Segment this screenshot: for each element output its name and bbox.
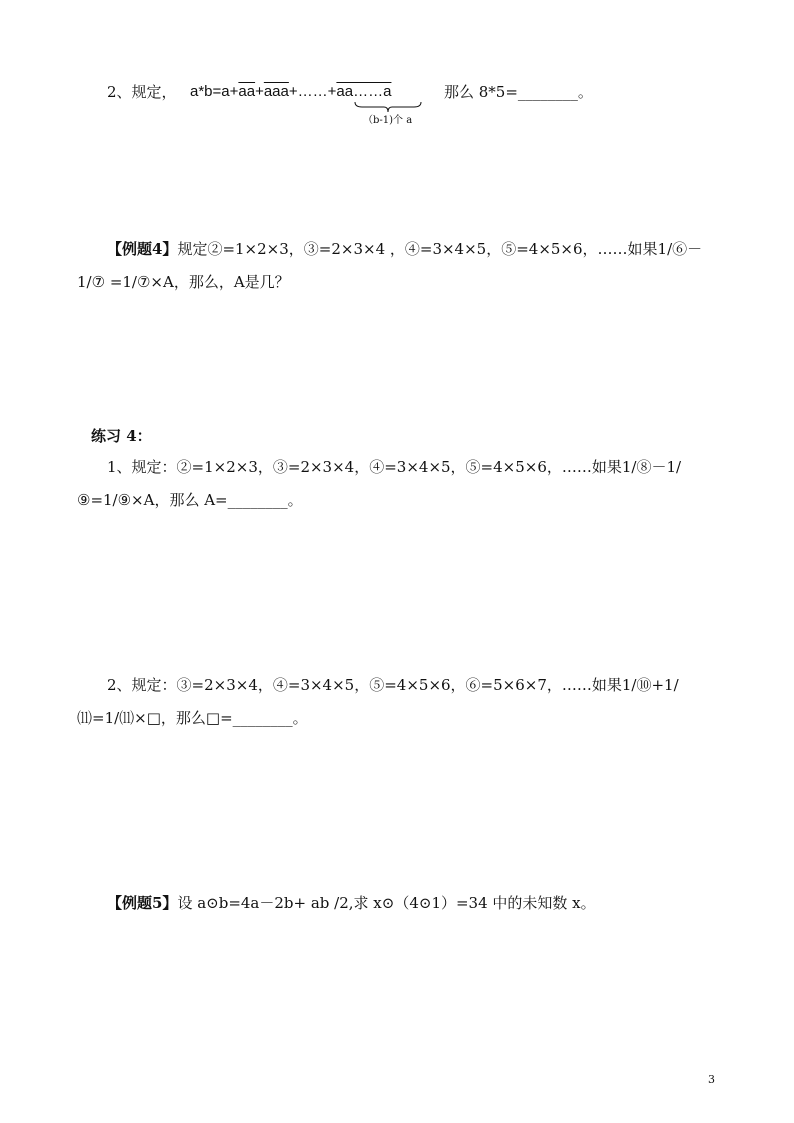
example5-line xyxy=(107,893,596,913)
formula-term-last: aa……a xyxy=(336,83,392,100)
formula-dots: +……+ xyxy=(288,83,337,100)
example4-line2: 1/⑦ =1/⑦×A，那么，A是几？ xyxy=(77,273,290,291)
practice3-item2-prefix: 2、规定， xyxy=(107,83,177,101)
exercise4-item1-line1: 1、规定：②=1×2×3，③=2×3×4，④=3×4×5，⑤=4×5×6，……如果1/⑧－1/ xyxy=(107,458,682,476)
exercise4-item2-line2: ⑾=1/⑾×□，那么□=________。 xyxy=(77,709,308,727)
exercise4-item2-line1: 2、规定：③=2×3×4，④=3×4×5，⑤=4×5×6，⑥=5×6×7，……如果1/⑩+1/ xyxy=(107,676,679,694)
example5-label: 【例题5】 xyxy=(107,894,178,912)
example4-label: 【例题4】 xyxy=(107,240,178,258)
example5-text: 设 a⊙b=4a－2b+ ab /2,求 x⊙（4⊙1）=34 中的未知数 x。 xyxy=(177,894,596,912)
practice3-item2-formula xyxy=(190,82,391,102)
practice3-item2-question: 那么 8*5=________。 xyxy=(444,83,593,101)
formula-term-aa: $\overline{aa}$ xyxy=(238,83,256,100)
example4-text1: 规定②=1×2×3，③=2×3×4 ，④=3×4×5，⑤=4×5×6，……如果1/⑥－ xyxy=(177,240,703,258)
page-number: 3 xyxy=(708,1073,715,1086)
exercise4-heading: 练习 4： xyxy=(91,427,152,445)
formula-plus: + xyxy=(255,83,264,100)
underbrace-label: （b-1)个 a xyxy=(363,115,413,126)
example4-line1 xyxy=(107,239,702,259)
formula-term-aaa: $\overline{aaa}$ xyxy=(263,83,289,100)
underbrace-icon xyxy=(354,101,422,113)
formula-lhs: a*b=a+ xyxy=(190,83,239,100)
exercise4-item1-line2: ⑨=1/⑨×A，那么 A=________。 xyxy=(77,491,303,509)
